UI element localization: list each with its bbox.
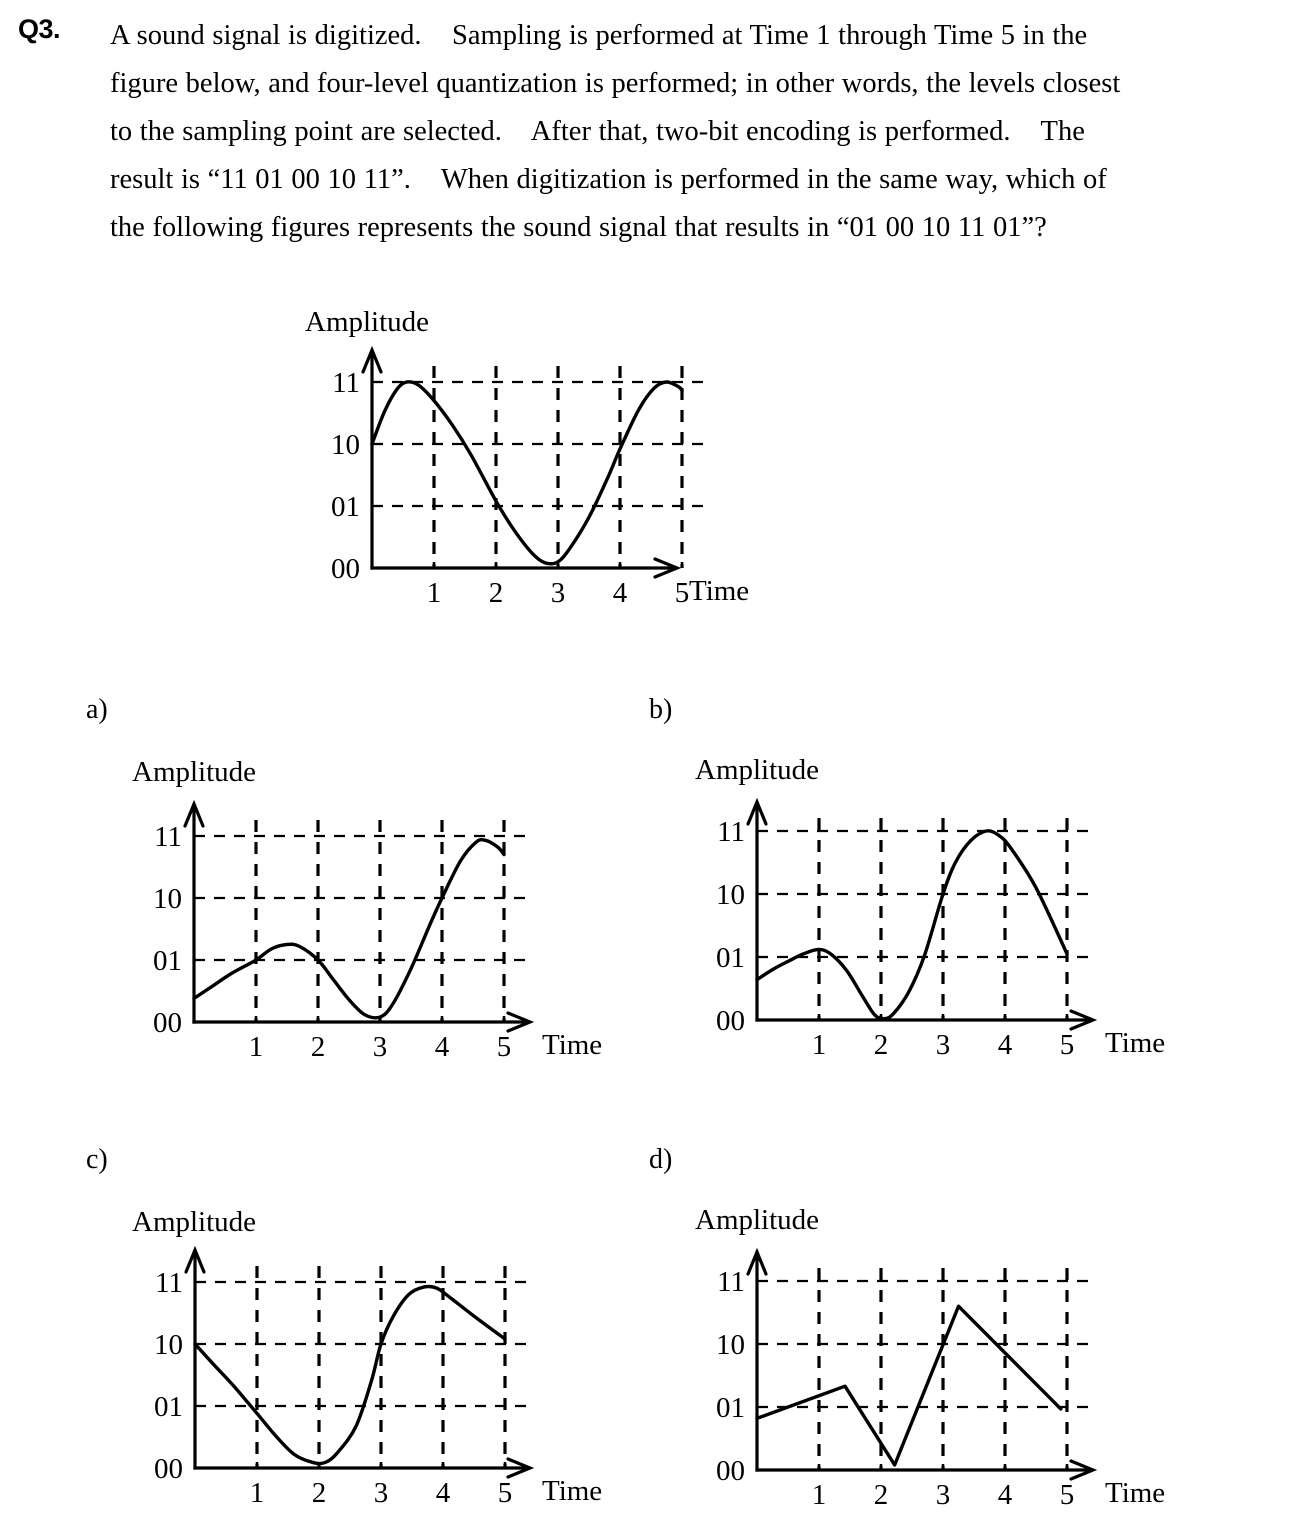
x-tick-label-t5: 5 <box>497 1477 513 1509</box>
x-tick-label-t2: 2 <box>873 1029 889 1061</box>
question-number: Q3. <box>18 14 61 44</box>
x-tick-label-t1: 1 <box>248 1031 264 1063</box>
option-label-c: c) <box>86 1144 108 1175</box>
amplitude-axis-label-c: Amplitude <box>132 1206 257 1238</box>
x-tick-label-t1: 1 <box>249 1477 265 1509</box>
y-tick-label-01: 01 <box>331 491 360 523</box>
plot-svg-a <box>80 690 640 1070</box>
y-tick-label-00: 00 <box>153 1007 182 1039</box>
x-tick-label-t5: 5 <box>674 577 690 609</box>
question-line-5: the following figures represents the sound signal that results in “01 00 10 11 01”? <box>110 212 1047 243</box>
question-text <box>110 12 1295 252</box>
y-tick-label-10: 10 <box>153 883 182 915</box>
y-tick-label-11: 11 <box>717 1266 745 1298</box>
x-tick-label-t4: 4 <box>997 1029 1013 1061</box>
y-tick-label-00: 00 <box>716 1455 745 1487</box>
amplitude-axis-label-b: Amplitude <box>695 754 820 786</box>
x-tick-label-t5: 5 <box>496 1031 512 1063</box>
time-axis-label: Time <box>542 1475 603 1507</box>
x-tick-label-t3: 3 <box>372 1031 388 1063</box>
question-line-4: result is “11 01 00 10 11”. When digitization is performed in the same way, which of <box>110 164 1107 195</box>
signal-curve <box>757 831 1067 1019</box>
y-tick-label-00: 00 <box>154 1453 183 1485</box>
amplitude-axis-label-main: Amplitude <box>305 306 430 338</box>
x-tick-label-t4: 4 <box>435 1477 451 1509</box>
x-tick-label-t1: 1 <box>811 1479 827 1511</box>
option-label-d: d) <box>649 1144 673 1175</box>
y-tick-label-00: 00 <box>716 1005 745 1037</box>
figure-option-b <box>643 690 1203 1070</box>
figure-option-a <box>80 690 640 1070</box>
question-line-1: A sound signal is digitized. Sampling is performed at Time 1 through Time 5 in the <box>110 20 1088 51</box>
y-tick-label-01: 01 <box>154 1391 183 1423</box>
time-axis-label: Time <box>1105 1477 1166 1509</box>
figure-main <box>290 300 810 610</box>
amplitude-axis-label-a: Amplitude <box>132 756 257 788</box>
option-label-b: b) <box>649 694 673 725</box>
x-tick-label-t5: 5 <box>1059 1479 1075 1511</box>
x-tick-label-t3: 3 <box>935 1029 951 1061</box>
signal-curve <box>195 1286 505 1463</box>
x-tick-label-t3: 3 <box>935 1479 951 1511</box>
x-tick-label-t4: 4 <box>612 577 628 609</box>
x-tick-label-t1: 1 <box>426 577 442 609</box>
y-tick-label-10: 10 <box>716 879 745 911</box>
signal-curve <box>372 382 682 564</box>
figure-option-c <box>80 1140 640 1520</box>
y-tick-label-01: 01 <box>716 1392 745 1424</box>
figure-option-d <box>643 1140 1203 1520</box>
x-tick-label-t3: 3 <box>550 577 566 609</box>
y-tick-label-10: 10 <box>331 429 360 461</box>
signal-curve <box>194 840 504 1018</box>
y-tick-label-11: 11 <box>717 816 745 848</box>
x-tick-label-t4: 4 <box>997 1479 1013 1511</box>
time-axis-label: Time <box>1105 1027 1166 1059</box>
time-axis-label: Time <box>542 1029 603 1061</box>
y-tick-label-00: 00 <box>331 553 360 585</box>
y-tick-label-11: 11 <box>154 821 182 853</box>
signal-curve <box>757 1306 1061 1465</box>
x-tick-label-t2: 2 <box>873 1479 889 1511</box>
y-tick-label-01: 01 <box>716 942 745 974</box>
y-tick-label-11: 11 <box>332 367 360 399</box>
x-tick-label-t4: 4 <box>434 1031 450 1063</box>
amplitude-axis-label-d: Amplitude <box>695 1204 820 1236</box>
x-tick-label-t5: 5 <box>1059 1029 1075 1061</box>
x-tick-label-t2: 2 <box>311 1477 327 1509</box>
y-tick-label-11: 11 <box>155 1267 183 1299</box>
y-tick-label-10: 10 <box>154 1329 183 1361</box>
plot-svg-b <box>643 690 1203 1070</box>
plot-svg-main <box>290 300 810 610</box>
question-line-2: figure below, and four-level quantization is performed; in other words, the levels closest <box>110 68 1121 99</box>
time-axis-label: Time <box>689 575 750 607</box>
y-tick-label-10: 10 <box>716 1329 745 1361</box>
plot-svg-d <box>643 1140 1203 1520</box>
x-tick-label-t2: 2 <box>488 577 504 609</box>
plot-svg-c <box>80 1140 640 1520</box>
x-tick-label-t2: 2 <box>310 1031 326 1063</box>
x-tick-label-t1: 1 <box>811 1029 827 1061</box>
y-tick-label-01: 01 <box>153 945 182 977</box>
question-line-3: to the sampling point are selected. After that, two-bit encoding is performed. The <box>110 116 1085 147</box>
option-label-a: a) <box>86 694 108 725</box>
x-tick-label-t3: 3 <box>373 1477 389 1509</box>
